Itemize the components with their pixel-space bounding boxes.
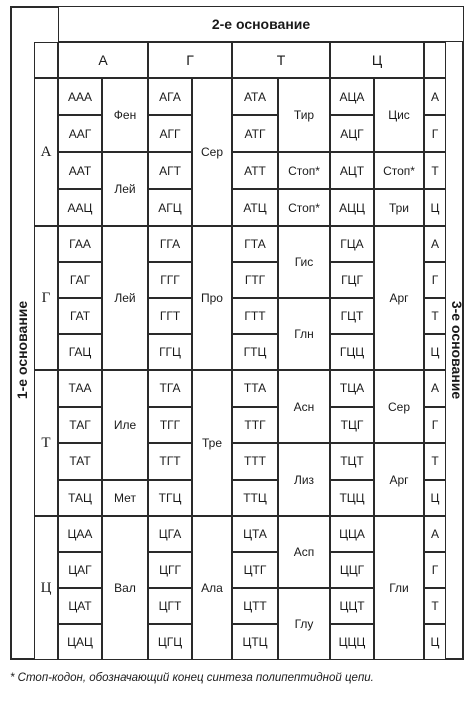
- codon: ГГТ: [148, 298, 192, 334]
- codon: ТТГ: [232, 407, 278, 444]
- third-base: Т: [424, 298, 446, 334]
- codon: ГТТ: [232, 298, 278, 334]
- codon: ЦГА: [148, 516, 192, 552]
- second-base-2: Г: [148, 42, 232, 78]
- codon: ААЦ: [58, 189, 102, 226]
- codon: ТАТ: [58, 443, 102, 480]
- third-base: А: [424, 78, 446, 115]
- codon: ГАГ: [58, 262, 102, 298]
- codon: ГТА: [232, 226, 278, 262]
- amino-acid: Лей: [102, 152, 148, 226]
- amino-acid: Тре: [192, 370, 232, 516]
- codon: ГЦТ: [330, 298, 374, 334]
- codon: ЦЦТ: [330, 588, 374, 624]
- first-base-4: Ц: [34, 516, 58, 660]
- codon: ГАТ: [58, 298, 102, 334]
- codon: ТГЦ: [148, 480, 192, 517]
- amino-acid: Ала: [192, 516, 232, 660]
- codon: ТЦА: [330, 370, 374, 407]
- codon: ТТЦ: [232, 480, 278, 517]
- codon: ТГА: [148, 370, 192, 407]
- amino-acid: Про: [192, 226, 232, 370]
- second-base-4: Ц: [330, 42, 424, 78]
- second-base-3: Т: [232, 42, 330, 78]
- first-base-2: Г: [34, 226, 58, 370]
- amino-acid: Лиз: [278, 443, 330, 516]
- codon: ГГА: [148, 226, 192, 262]
- codon: ТГТ: [148, 443, 192, 480]
- second-base-header: 2-е основание: [58, 6, 464, 42]
- codon: ААТ: [58, 152, 102, 189]
- codon: ЦЦГ: [330, 552, 374, 588]
- codon: ТТТ: [232, 443, 278, 480]
- amino-acid: Тир: [278, 78, 330, 152]
- amino-acid: Глу: [278, 588, 330, 660]
- third-base-header-spacer: [424, 42, 446, 78]
- codon: ГЦА: [330, 226, 374, 262]
- codon: АЦЦ: [330, 189, 374, 226]
- codon: АЦА: [330, 78, 374, 115]
- amino-acid: Вал: [102, 516, 148, 660]
- codon: ГГГ: [148, 262, 192, 298]
- third-base: Т: [424, 588, 446, 624]
- codon: АГЦ: [148, 189, 192, 226]
- first-base-1: А: [34, 78, 58, 226]
- codon: ТАЦ: [58, 480, 102, 517]
- third-base: Г: [424, 407, 446, 444]
- third-base: Ц: [424, 624, 446, 660]
- codon: ЦАГ: [58, 552, 102, 588]
- third-base: Г: [424, 115, 446, 152]
- codon: ГТГ: [232, 262, 278, 298]
- amino-acid: Иле: [102, 370, 148, 480]
- first-base-header-spacer: [34, 42, 58, 78]
- codon: АЦГ: [330, 115, 374, 152]
- codon: ТАГ: [58, 407, 102, 444]
- third-base: Ц: [424, 480, 446, 517]
- first-base-3: Т: [34, 370, 58, 516]
- codon: ГЦЦ: [330, 334, 374, 370]
- codon: ЦАТ: [58, 588, 102, 624]
- codon: ЦГЦ: [148, 624, 192, 660]
- amino-acid: Гис: [278, 226, 330, 298]
- amino-acid: Сер: [374, 370, 424, 443]
- codon: АТГ: [232, 115, 278, 152]
- codon: ГАА: [58, 226, 102, 262]
- codon: ЦГТ: [148, 588, 192, 624]
- amino-acid: Мет: [102, 480, 148, 517]
- codon: ГТЦ: [232, 334, 278, 370]
- codon: ТЦЦ: [330, 480, 374, 517]
- codon: ЦТТ: [232, 588, 278, 624]
- amino-acid: Три: [374, 189, 424, 226]
- codon: ЦТА: [232, 516, 278, 552]
- codon: АТТ: [232, 152, 278, 189]
- codon: АТА: [232, 78, 278, 115]
- footnote: * Стоп-кодон, обозначающий конец синтеза полипептидной цепи.: [10, 672, 374, 684]
- amino-acid: Асп: [278, 516, 330, 588]
- amino-acid: Арг: [374, 443, 424, 516]
- amino-acid: Фен: [102, 78, 148, 152]
- amino-acid: Асн: [278, 370, 330, 443]
- third-base: А: [424, 370, 446, 407]
- codon: ТЦТ: [330, 443, 374, 480]
- third-base: Г: [424, 552, 446, 588]
- codon: ТАА: [58, 370, 102, 407]
- second-base-1: А: [58, 42, 148, 78]
- codon: ААГ: [58, 115, 102, 152]
- codon: АГГ: [148, 115, 192, 152]
- codon: ГАЦ: [58, 334, 102, 370]
- amino-acid: Гли: [374, 516, 424, 660]
- third-base: Т: [424, 152, 446, 189]
- codon: ЦЦА: [330, 516, 374, 552]
- third-base: А: [424, 226, 446, 262]
- amino-acid: Цис: [374, 78, 424, 152]
- amino-acid: Глн: [278, 298, 330, 370]
- codon: ТЦГ: [330, 407, 374, 444]
- codon: ЦТЦ: [232, 624, 278, 660]
- third-base: Г: [424, 262, 446, 298]
- codon: ЦАЦ: [58, 624, 102, 660]
- amino-acid: Стоп*: [374, 152, 424, 189]
- codon: АТЦ: [232, 189, 278, 226]
- codon: ТТА: [232, 370, 278, 407]
- codon: ЦТГ: [232, 552, 278, 588]
- codon: ЦЦЦ: [330, 624, 374, 660]
- third-base: Ц: [424, 189, 446, 226]
- first-base-axis-label: 1-е основание: [14, 300, 30, 400]
- codon: ЦГГ: [148, 552, 192, 588]
- codon: ГЦГ: [330, 262, 374, 298]
- codon: АЦТ: [330, 152, 374, 189]
- codon: ГГЦ: [148, 334, 192, 370]
- amino-acid: Стоп*: [278, 189, 330, 226]
- codon: ТГГ: [148, 407, 192, 444]
- amino-acid: Сер: [192, 78, 232, 226]
- amino-acid: Лей: [102, 226, 148, 370]
- codon: АГТ: [148, 152, 192, 189]
- third-base: Ц: [424, 334, 446, 370]
- third-base: Т: [424, 443, 446, 480]
- codon: ЦАА: [58, 516, 102, 552]
- third-base: А: [424, 516, 446, 552]
- codon: ААА: [58, 78, 102, 115]
- amino-acid: Стоп*: [278, 152, 330, 189]
- third-base-axis-label: 3-е основание: [449, 300, 465, 400]
- codon: АГА: [148, 78, 192, 115]
- amino-acid: Арг: [374, 226, 424, 370]
